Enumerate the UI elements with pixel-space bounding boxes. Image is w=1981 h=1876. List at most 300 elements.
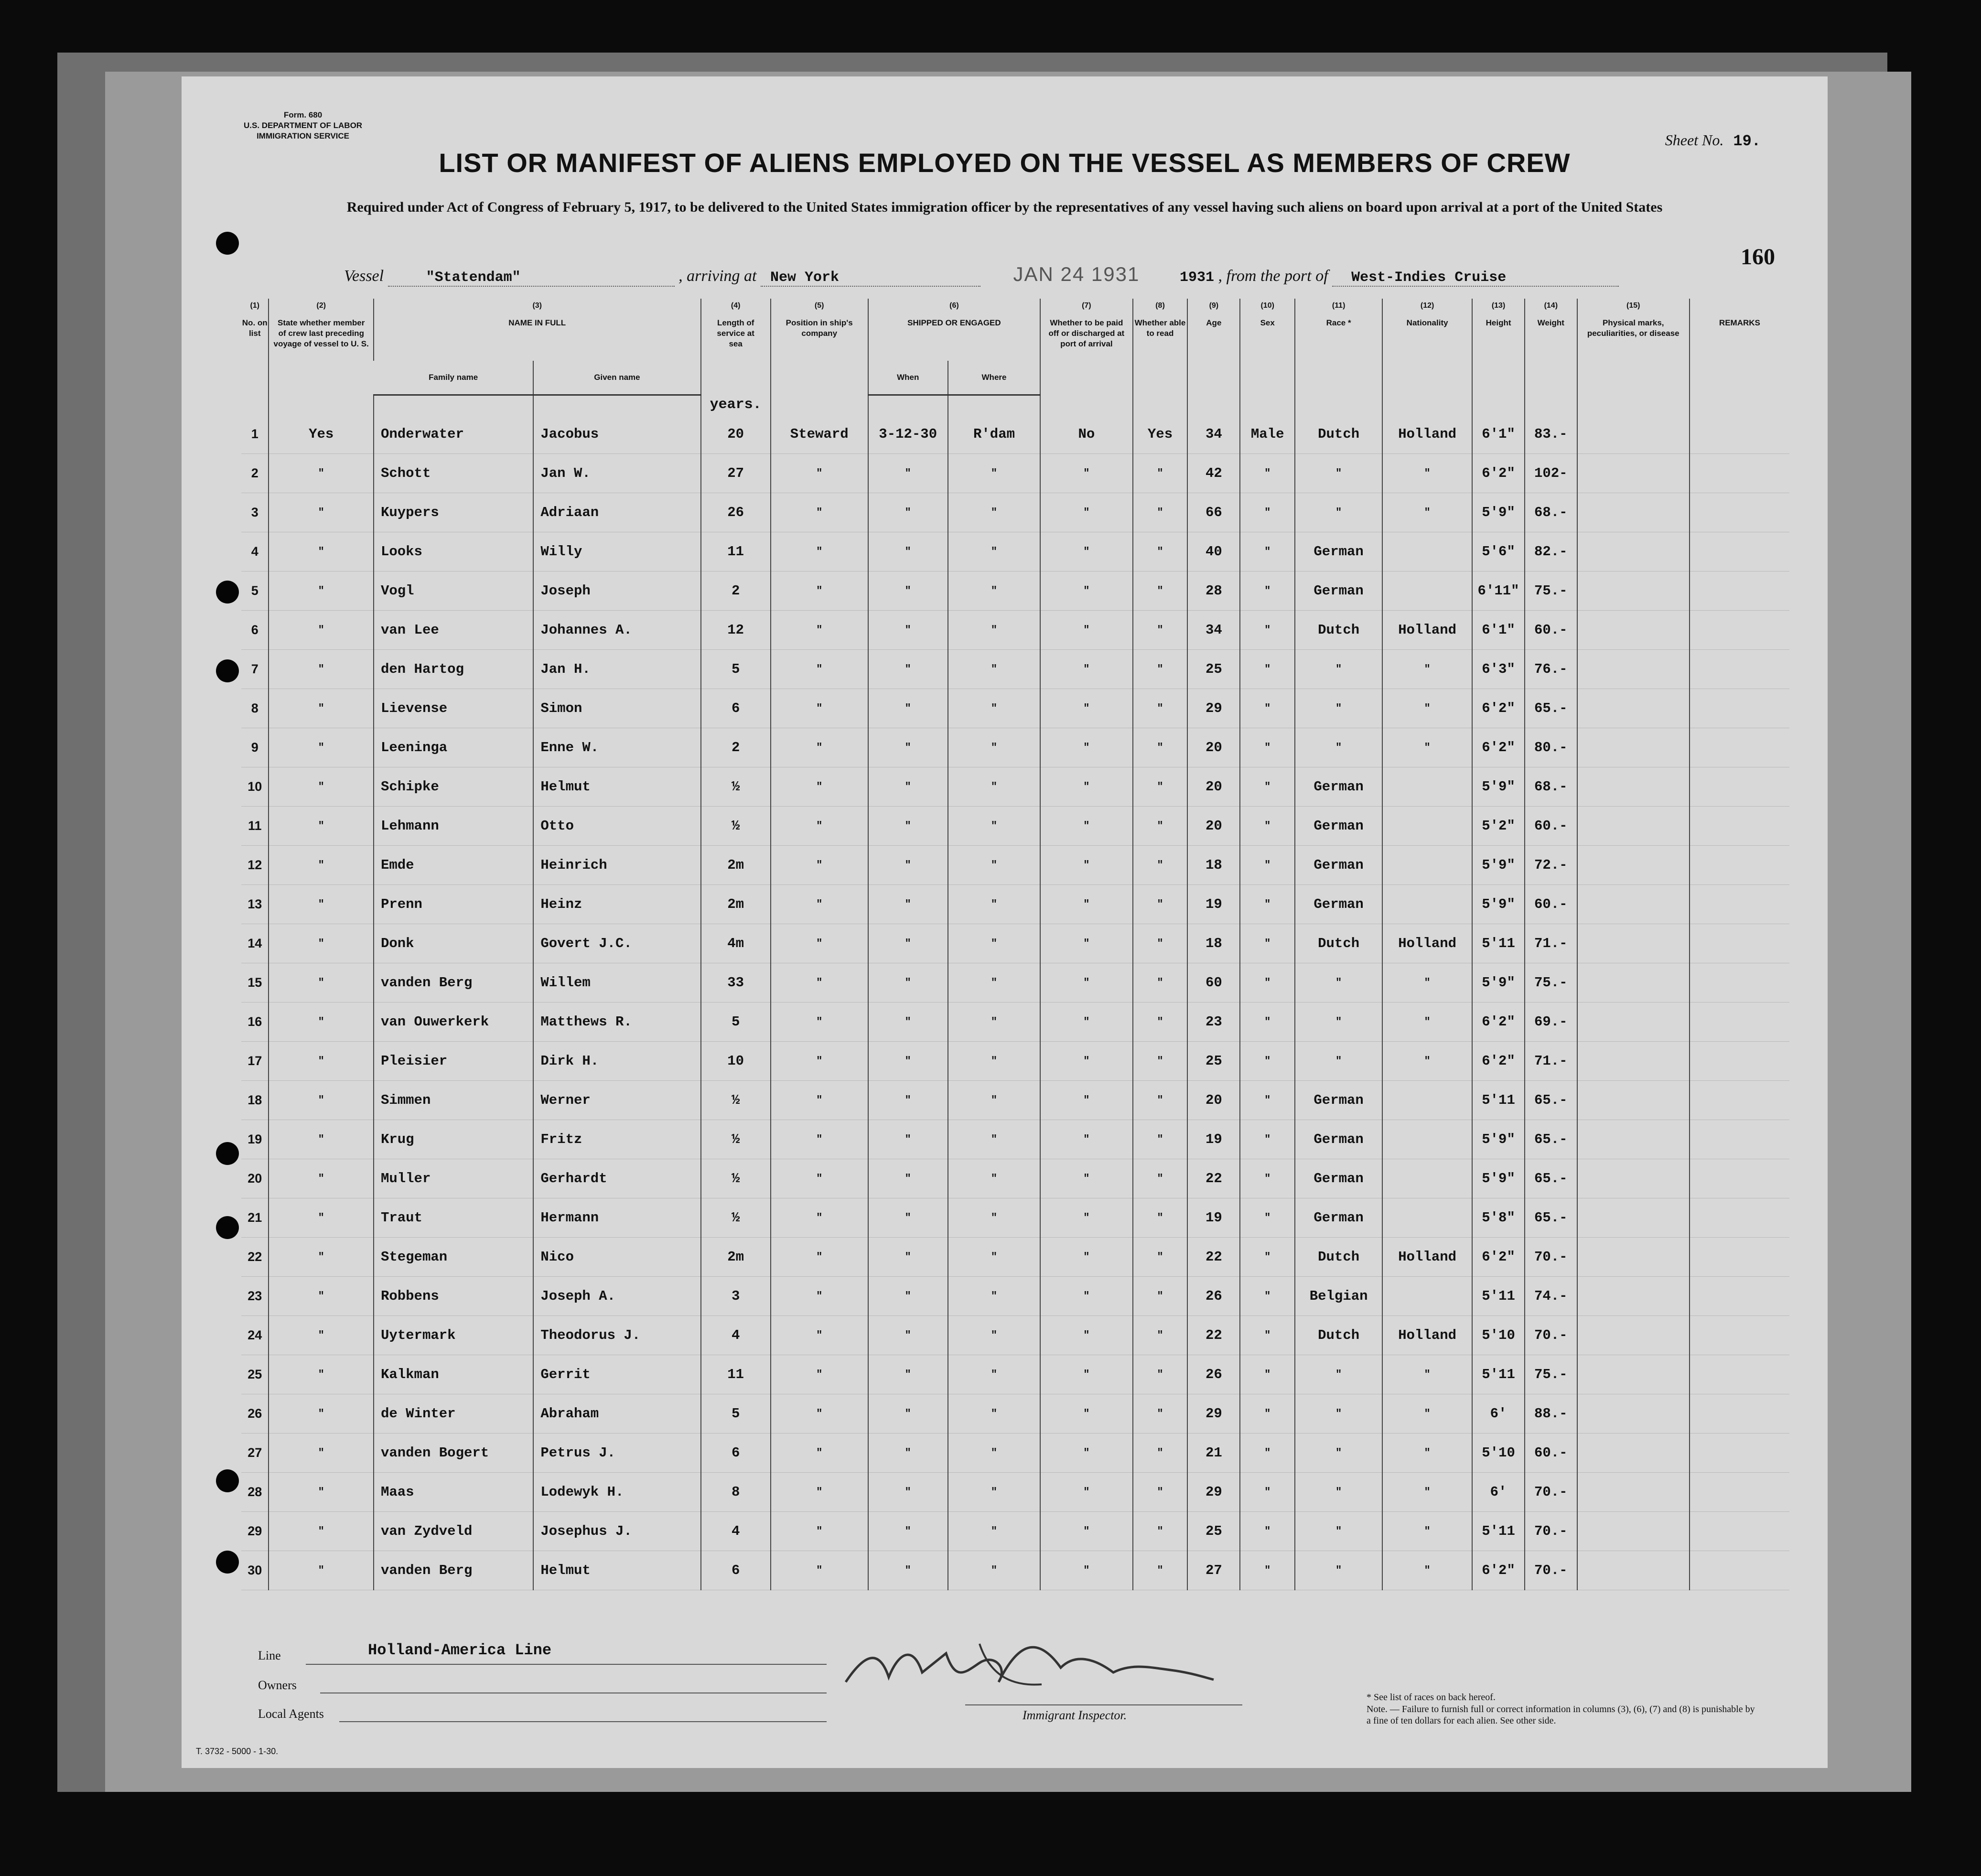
given-name: Werner xyxy=(533,1081,700,1120)
given-name: Jacobus xyxy=(533,415,700,454)
row-number: 6 xyxy=(241,611,269,650)
age: 34 xyxy=(1187,415,1240,454)
owners-label: Owners xyxy=(258,1678,297,1692)
race: German xyxy=(1295,1159,1382,1198)
height: 5'11 xyxy=(1472,1355,1525,1394)
sex: " xyxy=(1240,1394,1295,1434)
service-length: 8 xyxy=(701,1473,771,1512)
race: " xyxy=(1295,1473,1382,1512)
position: " xyxy=(771,1120,868,1159)
shipped-where: " xyxy=(948,1042,1040,1081)
age: 29 xyxy=(1187,1394,1240,1434)
given-name: Simon xyxy=(533,689,700,728)
remarks xyxy=(1690,1355,1789,1394)
member-last-voyage: " xyxy=(269,1316,373,1355)
able-to-read: " xyxy=(1133,650,1188,689)
service-length: 2m xyxy=(701,846,771,885)
punch-hole xyxy=(216,1551,239,1574)
crew-row xyxy=(241,493,1789,532)
agents-label: Local Agents xyxy=(258,1707,324,1721)
able-to-read: " xyxy=(1133,1081,1188,1120)
given-name: Helmut xyxy=(533,1551,700,1590)
page-subtitle: Required under Act of Congress of February 5, 1917, to be delivered to the United States immigration officer by the representatives of any vessel having such aliens on board upon arrival at a port of the United States xyxy=(346,199,1663,215)
shipped-when: " xyxy=(868,728,948,767)
sex: " xyxy=(1240,767,1295,807)
service-length: 26 xyxy=(701,493,771,532)
service-length: ½ xyxy=(701,1159,771,1198)
row-number: 24 xyxy=(241,1316,269,1355)
family-name: Schott xyxy=(374,454,533,493)
height: 5'9" xyxy=(1472,767,1525,807)
shipped-where: " xyxy=(948,924,1040,963)
position: " xyxy=(771,963,868,1003)
remarks xyxy=(1690,1198,1789,1238)
age: 26 xyxy=(1187,1355,1240,1394)
race: " xyxy=(1295,1512,1382,1551)
height: 6' xyxy=(1472,1473,1525,1512)
crew-row xyxy=(241,1316,1789,1355)
physical-marks xyxy=(1577,1355,1690,1394)
position: " xyxy=(771,689,868,728)
given-name: Gerrit xyxy=(533,1355,700,1394)
weight: 68.- xyxy=(1525,493,1577,532)
sex: " xyxy=(1240,532,1295,571)
race: German xyxy=(1295,1081,1382,1120)
shipped-where: " xyxy=(948,1081,1040,1120)
remarks xyxy=(1690,1512,1789,1551)
race: German xyxy=(1295,571,1382,611)
given-name: Johannes A. xyxy=(533,611,700,650)
shipped-when: " xyxy=(868,1198,948,1238)
col-header-weight: (14) Weight xyxy=(1525,299,1577,395)
position: " xyxy=(771,1473,868,1512)
weight: 71.- xyxy=(1525,1042,1577,1081)
col-header-sex: (10) Sex xyxy=(1240,299,1295,395)
crew-row xyxy=(241,1003,1789,1042)
height: 6' xyxy=(1472,1394,1525,1434)
physical-marks xyxy=(1577,415,1690,454)
race: Dutch xyxy=(1295,924,1382,963)
race: Dutch xyxy=(1295,1238,1382,1277)
form-code: T. 3732 - 5000 - 1-30. xyxy=(196,1747,279,1756)
paid-off: " xyxy=(1040,454,1132,493)
page-number: 160 xyxy=(1741,244,1775,270)
height: 5'10 xyxy=(1472,1316,1525,1355)
shipped-where: " xyxy=(948,1277,1040,1316)
row-number: 5 xyxy=(241,571,269,611)
service-length: 33 xyxy=(701,963,771,1003)
remarks xyxy=(1690,1120,1789,1159)
age: 19 xyxy=(1187,1198,1240,1238)
height: 5'9" xyxy=(1472,493,1525,532)
remarks xyxy=(1690,963,1789,1003)
col-header-paid-off: (7) Whether to be paid off or discharged at port of arrival xyxy=(1040,299,1132,395)
family-name: Stegeman xyxy=(374,1238,533,1277)
physical-marks xyxy=(1577,885,1690,924)
member-last-voyage: " xyxy=(269,728,373,767)
family-name: Kuypers xyxy=(374,493,533,532)
given-name: Petrus J. xyxy=(533,1434,700,1473)
nationality xyxy=(1382,571,1472,611)
position: " xyxy=(771,493,868,532)
remarks xyxy=(1690,807,1789,846)
race: " xyxy=(1295,454,1382,493)
family-name: Traut xyxy=(374,1198,533,1238)
shipped-when: " xyxy=(868,846,948,885)
given-name: Heinz xyxy=(533,885,700,924)
years-row xyxy=(241,395,1789,415)
shipped-when: " xyxy=(868,689,948,728)
row-number: 1 xyxy=(241,415,269,454)
service-length: 2 xyxy=(701,571,771,611)
race: Dutch xyxy=(1295,415,1382,454)
able-to-read: " xyxy=(1133,532,1188,571)
family-name: Muller xyxy=(374,1159,533,1198)
paid-off: " xyxy=(1040,846,1132,885)
service-length: 6 xyxy=(701,689,771,728)
service-length: 5 xyxy=(701,650,771,689)
sex: " xyxy=(1240,1316,1295,1355)
sex: " xyxy=(1240,924,1295,963)
sex: " xyxy=(1240,1042,1295,1081)
height: 5'11 xyxy=(1472,1081,1525,1120)
able-to-read: Yes xyxy=(1133,415,1188,454)
member-last-voyage: " xyxy=(269,689,373,728)
nationality: " xyxy=(1382,1551,1472,1590)
height: 6'2" xyxy=(1472,728,1525,767)
weight: 70.- xyxy=(1525,1316,1577,1355)
given-name: Otto xyxy=(533,807,700,846)
member-last-voyage: " xyxy=(269,1003,373,1042)
age: 34 xyxy=(1187,611,1240,650)
weight: 72.- xyxy=(1525,846,1577,885)
able-to-read: " xyxy=(1133,493,1188,532)
given-name: Matthews R. xyxy=(533,1003,700,1042)
shipped-where: " xyxy=(948,1512,1040,1551)
shipped-where: " xyxy=(948,1316,1040,1355)
family-name: van Zydveld xyxy=(374,1512,533,1551)
shipped-where: " xyxy=(948,532,1040,571)
able-to-read: " xyxy=(1133,728,1188,767)
paid-off: " xyxy=(1040,1120,1132,1159)
height: 6'11" xyxy=(1472,571,1525,611)
remarks xyxy=(1690,1003,1789,1042)
race: " xyxy=(1295,1355,1382,1394)
height: 5'8" xyxy=(1472,1198,1525,1238)
col-header-family: Family name xyxy=(374,361,533,395)
service-length: 5 xyxy=(701,1394,771,1434)
remarks xyxy=(1690,611,1789,650)
family-name: Looks xyxy=(374,532,533,571)
able-to-read: " xyxy=(1133,885,1188,924)
given-name: Dirk H. xyxy=(533,1042,700,1081)
given-name: Enne W. xyxy=(533,728,700,767)
sex: " xyxy=(1240,454,1295,493)
crew-row xyxy=(241,532,1789,571)
height: 6'2" xyxy=(1472,1551,1525,1590)
family-name: van Lee xyxy=(374,611,533,650)
height: 5'11 xyxy=(1472,1512,1525,1551)
crew-row xyxy=(241,1355,1789,1394)
nationality: Holland xyxy=(1382,924,1472,963)
age: 22 xyxy=(1187,1159,1240,1198)
position: " xyxy=(771,1238,868,1277)
physical-marks xyxy=(1577,689,1690,728)
position: " xyxy=(771,1042,868,1081)
paid-off: " xyxy=(1040,728,1132,767)
weight: 65.- xyxy=(1525,1081,1577,1120)
sex: " xyxy=(1240,650,1295,689)
height: 5'9" xyxy=(1472,885,1525,924)
shipped-where: " xyxy=(948,571,1040,611)
weight: 71.- xyxy=(1525,924,1577,963)
remarks xyxy=(1690,1238,1789,1277)
form-number: Form. 680 xyxy=(283,110,323,119)
crew-row xyxy=(241,807,1789,846)
from-field xyxy=(1332,267,1619,287)
remarks xyxy=(1690,924,1789,963)
able-to-read: " xyxy=(1133,571,1188,611)
member-last-voyage: " xyxy=(269,1277,373,1316)
weight: 76.- xyxy=(1525,650,1577,689)
position: " xyxy=(771,571,868,611)
weight: 65.- xyxy=(1525,1198,1577,1238)
shipped-when: " xyxy=(868,885,948,924)
shipped-when: " xyxy=(868,767,948,807)
shipped-when: " xyxy=(868,1003,948,1042)
sheet-label: Sheet No. xyxy=(1665,131,1724,149)
row-number: 11 xyxy=(241,807,269,846)
family-name: Emde xyxy=(374,846,533,885)
sex: " xyxy=(1240,1198,1295,1238)
service-length: 6 xyxy=(701,1434,771,1473)
weight: 60.- xyxy=(1525,807,1577,846)
row-number: 22 xyxy=(241,1238,269,1277)
shipped-where: " xyxy=(948,767,1040,807)
years-note: years. xyxy=(701,395,771,415)
crew-row xyxy=(241,1198,1789,1238)
remarks xyxy=(1690,1081,1789,1120)
crew-row xyxy=(241,571,1789,611)
family-name: Lievense xyxy=(374,689,533,728)
crew-row xyxy=(241,1081,1789,1120)
sex: " xyxy=(1240,1120,1295,1159)
height: 6'2" xyxy=(1472,689,1525,728)
physical-marks xyxy=(1577,1277,1690,1316)
shipped-when: " xyxy=(868,1434,948,1473)
nationality xyxy=(1382,885,1472,924)
shipped-where: " xyxy=(948,493,1040,532)
service-length: 2m xyxy=(701,885,771,924)
shipped-where: " xyxy=(948,846,1040,885)
member-last-voyage: " xyxy=(269,767,373,807)
paid-off: " xyxy=(1040,963,1132,1003)
given-name: Adriaan xyxy=(533,493,700,532)
member-last-voyage: " xyxy=(269,963,373,1003)
shipped-when: " xyxy=(868,1081,948,1120)
row-number: 26 xyxy=(241,1394,269,1434)
row-number: 2 xyxy=(241,454,269,493)
race: " xyxy=(1295,493,1382,532)
shipped-where: " xyxy=(948,1120,1040,1159)
position: " xyxy=(771,1434,868,1473)
crew-row xyxy=(241,767,1789,807)
race: " xyxy=(1295,1394,1382,1434)
col-header-height: (13) Height xyxy=(1472,299,1525,395)
member-last-voyage: " xyxy=(269,1238,373,1277)
race: Dutch xyxy=(1295,611,1382,650)
weight: 60.- xyxy=(1525,885,1577,924)
remarks xyxy=(1690,415,1789,454)
crew-row xyxy=(241,1512,1789,1551)
crew-row xyxy=(241,1473,1789,1512)
given-name: Fritz xyxy=(533,1120,700,1159)
able-to-read: " xyxy=(1133,846,1188,885)
weight: 88.- xyxy=(1525,1394,1577,1434)
punch-hole xyxy=(216,1142,239,1165)
paid-off: " xyxy=(1040,1159,1132,1198)
paid-off: " xyxy=(1040,1238,1132,1277)
nationality: " xyxy=(1382,1434,1472,1473)
remarks xyxy=(1690,885,1789,924)
remarks xyxy=(1690,1434,1789,1473)
physical-marks xyxy=(1577,1120,1690,1159)
age: 18 xyxy=(1187,846,1240,885)
paid-off: " xyxy=(1040,689,1132,728)
age: 20 xyxy=(1187,767,1240,807)
shipped-when: " xyxy=(868,611,948,650)
nationality: Holland xyxy=(1382,1238,1472,1277)
arrival-year: 1931 xyxy=(1180,270,1215,286)
row-number: 13 xyxy=(241,885,269,924)
able-to-read: " xyxy=(1133,1434,1188,1473)
height: 5'9" xyxy=(1472,1159,1525,1198)
member-last-voyage: " xyxy=(269,1198,373,1238)
service-length: ½ xyxy=(701,1081,771,1120)
shipped-where: " xyxy=(948,1434,1040,1473)
shipped-when: " xyxy=(868,1238,948,1277)
able-to-read: " xyxy=(1133,1159,1188,1198)
remarks xyxy=(1690,454,1789,493)
row-number: 12 xyxy=(241,846,269,885)
crew-row xyxy=(241,1434,1789,1473)
row-number: 28 xyxy=(241,1473,269,1512)
physical-marks xyxy=(1577,767,1690,807)
remarks xyxy=(1690,1042,1789,1081)
shipped-when: " xyxy=(868,1512,948,1551)
crew-row xyxy=(241,963,1789,1003)
race: German xyxy=(1295,532,1382,571)
given-name: Abraham xyxy=(533,1394,700,1434)
physical-marks xyxy=(1577,1042,1690,1081)
position: " xyxy=(771,1003,868,1042)
line-underline xyxy=(306,1664,827,1665)
member-last-voyage: " xyxy=(269,493,373,532)
crew-row xyxy=(241,1551,1789,1590)
physical-marks xyxy=(1577,1512,1690,1551)
shipped-when: " xyxy=(868,1355,948,1394)
height: 6'1" xyxy=(1472,611,1525,650)
physical-marks xyxy=(1577,1551,1690,1590)
family-name: vanden Bogert xyxy=(374,1434,533,1473)
col-header-when: When xyxy=(868,361,948,395)
row-number: 29 xyxy=(241,1512,269,1551)
race: " xyxy=(1295,689,1382,728)
arriving-label: , arriving at xyxy=(678,267,757,285)
height: 5'9" xyxy=(1472,1120,1525,1159)
member-last-voyage: " xyxy=(269,1551,373,1590)
able-to-read: " xyxy=(1133,1120,1188,1159)
age: 25 xyxy=(1187,1042,1240,1081)
nationality xyxy=(1382,1120,1472,1159)
service-name: IMMIGRATION SERVICE xyxy=(257,131,350,140)
row-number: 18 xyxy=(241,1081,269,1120)
crew-row xyxy=(241,885,1789,924)
row-number: 23 xyxy=(241,1277,269,1316)
crew-row xyxy=(241,1120,1789,1159)
paid-off: " xyxy=(1040,1394,1132,1434)
manifest-page xyxy=(182,76,1828,1768)
nationality xyxy=(1382,1277,1472,1316)
able-to-read: " xyxy=(1133,1042,1188,1081)
remarks xyxy=(1690,728,1789,767)
family-name: vanden Berg xyxy=(374,963,533,1003)
given-name: Helmut xyxy=(533,767,700,807)
age: 29 xyxy=(1187,689,1240,728)
race: " xyxy=(1295,728,1382,767)
sex: " xyxy=(1240,1081,1295,1120)
position: " xyxy=(771,611,868,650)
family-name: Maas xyxy=(374,1473,533,1512)
col-header-nationality: (12) Nationality xyxy=(1382,299,1472,395)
able-to-read: " xyxy=(1133,1003,1188,1042)
crew-row xyxy=(241,1277,1789,1316)
age: 29 xyxy=(1187,1473,1240,1512)
row-number: 15 xyxy=(241,963,269,1003)
crew-row xyxy=(241,1042,1789,1081)
member-last-voyage: " xyxy=(269,454,373,493)
member-last-voyage: Yes xyxy=(269,415,373,454)
given-name: Hermann xyxy=(533,1198,700,1238)
race: German xyxy=(1295,885,1382,924)
remarks xyxy=(1690,846,1789,885)
nationality: " xyxy=(1382,1473,1472,1512)
family-name: Kalkman xyxy=(374,1355,533,1394)
remarks xyxy=(1690,1277,1789,1316)
weight: 82.- xyxy=(1525,532,1577,571)
remarks xyxy=(1690,1473,1789,1512)
shipped-where: " xyxy=(948,1394,1040,1434)
height: 6'2" xyxy=(1472,1042,1525,1081)
service-length: 5 xyxy=(701,1003,771,1042)
service-length: 4m xyxy=(701,924,771,963)
height: 6'2" xyxy=(1472,1003,1525,1042)
paid-off: " xyxy=(1040,1198,1132,1238)
weight: 70.- xyxy=(1525,1238,1577,1277)
shipped-where: " xyxy=(948,1159,1040,1198)
position: Steward xyxy=(771,415,868,454)
crew-row xyxy=(241,650,1789,689)
shipped-when: " xyxy=(868,493,948,532)
shipped-where: " xyxy=(948,1238,1040,1277)
arrival-field xyxy=(761,267,980,287)
nationality xyxy=(1382,807,1472,846)
given-name: Theodorus J. xyxy=(533,1316,700,1355)
able-to-read: " xyxy=(1133,924,1188,963)
punch-hole xyxy=(216,232,239,255)
nationality: " xyxy=(1382,1003,1472,1042)
race: " xyxy=(1295,650,1382,689)
